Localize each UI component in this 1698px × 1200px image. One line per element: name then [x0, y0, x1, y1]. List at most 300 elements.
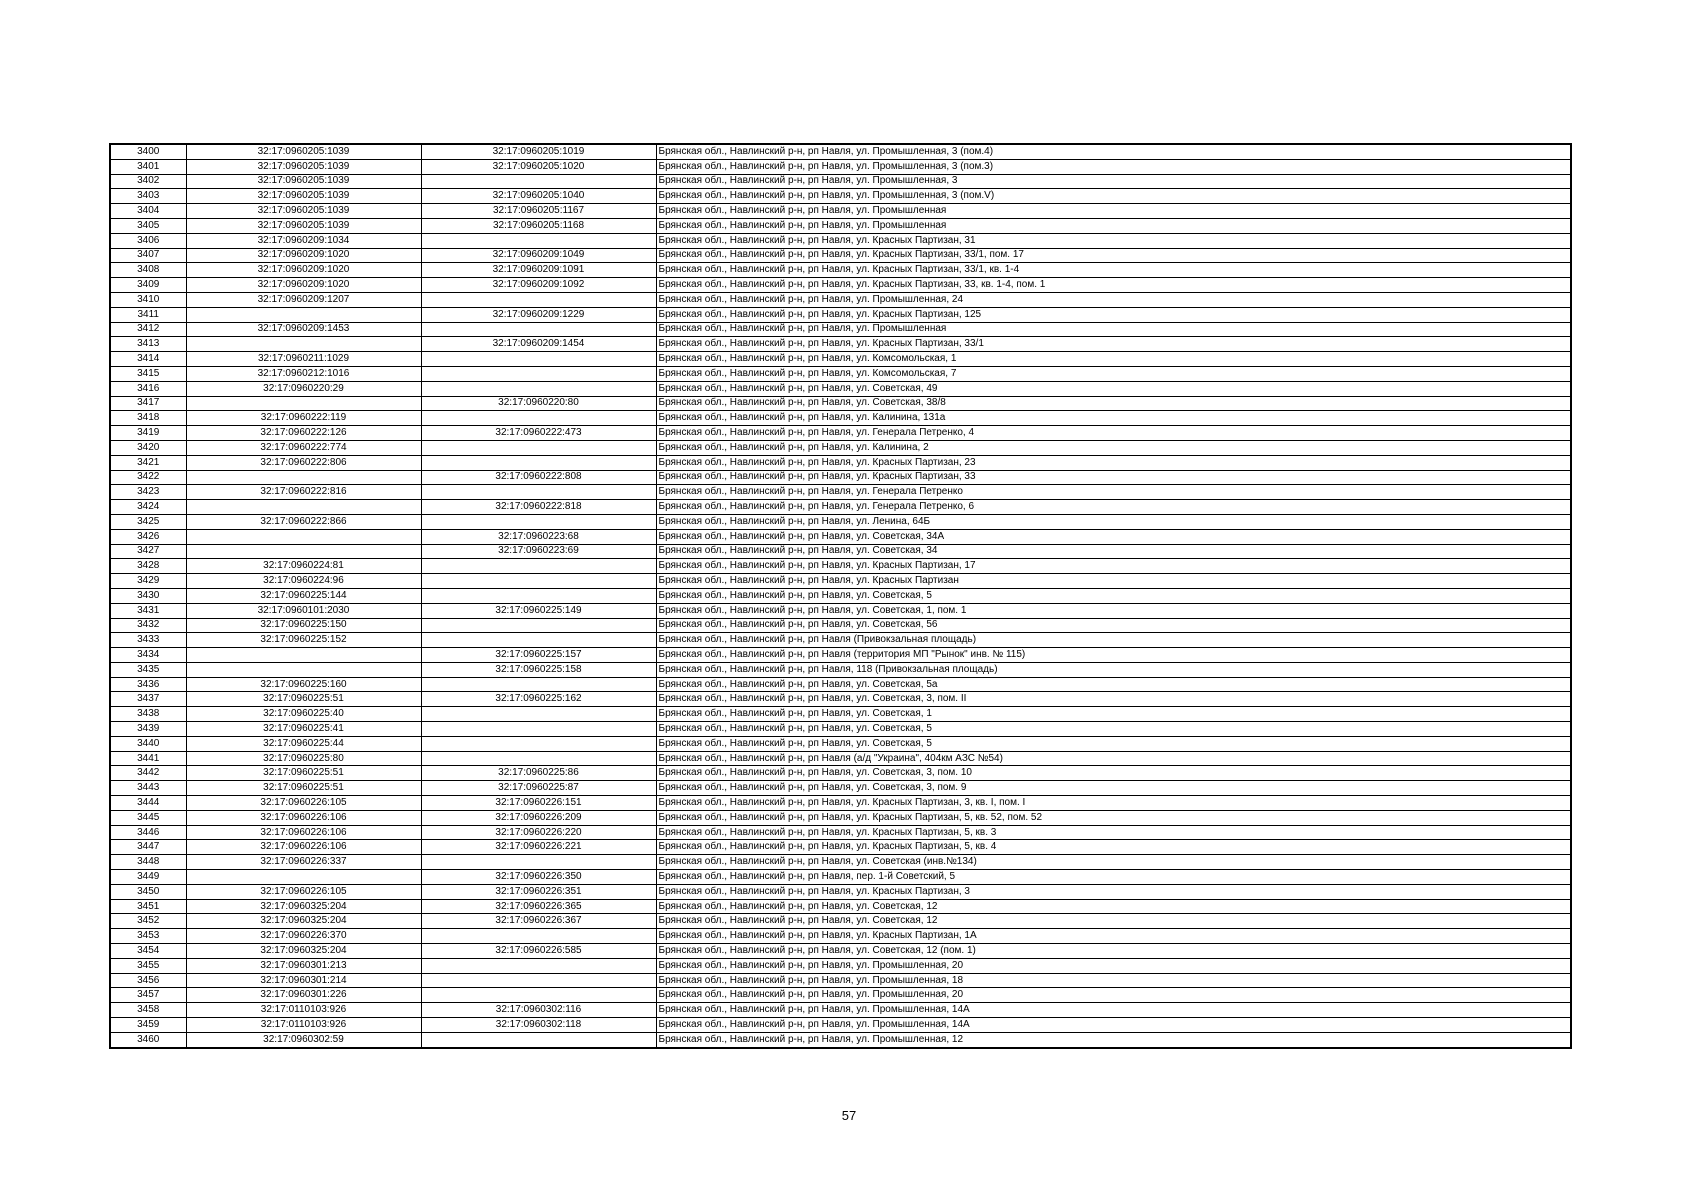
table-row	[110, 233, 1571, 248]
table-row	[110, 944, 1571, 959]
address-cell: Брянская обл., Навлинский р-н, рп Навля, пер. 1-й Советский, 5	[656, 870, 1571, 885]
cadastral-table	[109, 143, 1572, 1049]
address-cell: Брянская обл., Навлинский р-н, рп Навля, ул. Красных Партизан, 5, кв. 3	[656, 825, 1571, 840]
table-row	[110, 855, 1571, 870]
row-number-cell: 3429	[110, 574, 186, 589]
land-cadastral-number-cell: 32:17:0960302:59	[186, 1032, 421, 1047]
table-row	[110, 263, 1571, 278]
address-cell: Брянская обл., Навлинский р-н, рп Навля, ул. Красных Партизан, 17	[656, 559, 1571, 574]
row-number-cell: 3403	[110, 189, 186, 204]
object-cadastral-number-cell: 32:17:0960209:1092	[421, 278, 656, 293]
row-number-cell: 3418	[110, 411, 186, 426]
object-cadastral-number-cell: 32:17:0960205:1020	[421, 159, 656, 174]
table-row	[110, 278, 1571, 293]
address-cell: Брянская обл., Навлинский р-н, рп Навля, ул. Красных Партизан, 3	[656, 884, 1571, 899]
object-cadastral-number-cell	[421, 707, 656, 722]
object-cadastral-number-cell	[421, 233, 656, 248]
row-number-cell: 3408	[110, 263, 186, 278]
land-cadastral-number-cell: 32:17:0960209:1034	[186, 233, 421, 248]
table-row	[110, 766, 1571, 781]
land-cadastral-number-cell: 32:17:0960222:774	[186, 440, 421, 455]
object-cadastral-number-cell: 32:17:0960222:818	[421, 500, 656, 515]
cadastral-table-body	[110, 144, 1571, 1048]
land-cadastral-number-cell: 32:17:0960226:370	[186, 929, 421, 944]
land-cadastral-number-cell: 32:17:0960226:337	[186, 855, 421, 870]
object-cadastral-number-cell	[421, 958, 656, 973]
object-cadastral-number-cell: 32:17:0960302:118	[421, 1018, 656, 1033]
address-cell: Брянская обл., Навлинский р-н, рп Навля, ул. Промышленная, 3 (пом.V)	[656, 189, 1571, 204]
row-number-cell: 3453	[110, 929, 186, 944]
land-cadastral-number-cell: 32:17:0960224:81	[186, 559, 421, 574]
land-cadastral-number-cell: 32:17:0960226:105	[186, 796, 421, 811]
object-cadastral-number-cell	[421, 440, 656, 455]
table-row	[110, 514, 1571, 529]
table-row	[110, 307, 1571, 322]
land-cadastral-number-cell	[186, 662, 421, 677]
address-cell: Брянская обл., Навлинский р-н, рп Навля, ул. Генерала Петренко, 4	[656, 426, 1571, 441]
table-row	[110, 322, 1571, 337]
land-cadastral-number-cell: 32:17:0960225:80	[186, 751, 421, 766]
object-cadastral-number-cell: 32:17:0960225:149	[421, 603, 656, 618]
table-row	[110, 1003, 1571, 1018]
object-cadastral-number-cell	[421, 633, 656, 648]
address-cell: Брянская обл., Навлинский р-н, рп Навля, ул. Красных Партизан, 5, кв. 52, пом. 52	[656, 810, 1571, 825]
object-cadastral-number-cell: 32:17:0960205:1167	[421, 204, 656, 219]
land-cadastral-number-cell: 32:17:0960209:1020	[186, 278, 421, 293]
land-cadastral-number-cell: 32:17:0960205:1039	[186, 189, 421, 204]
land-cadastral-number-cell: 32:17:0960212:1016	[186, 366, 421, 381]
address-cell: Брянская обл., Навлинский р-н, рп Навля, ул. Советская, 3, пом. 10	[656, 766, 1571, 781]
address-cell: Брянская обл., Навлинский р-н, рп Навля, ул. Промышленная, 12	[656, 1032, 1571, 1047]
object-cadastral-number-cell: 32:17:0960226:365	[421, 899, 656, 914]
land-cadastral-number-cell	[186, 337, 421, 352]
land-cadastral-number-cell	[186, 870, 421, 885]
table-row	[110, 648, 1571, 663]
address-cell: Брянская обл., Навлинский р-н, рп Навля, ул. Промышленная, 20	[656, 988, 1571, 1003]
address-cell: Брянская обл., Навлинский р-н, рп Навля, ул. Советская, 34	[656, 544, 1571, 559]
row-number-cell: 3416	[110, 381, 186, 396]
table-row	[110, 722, 1571, 737]
object-cadastral-number-cell	[421, 322, 656, 337]
object-cadastral-number-cell	[421, 618, 656, 633]
row-number-cell: 3454	[110, 944, 186, 959]
object-cadastral-number-cell	[421, 292, 656, 307]
object-cadastral-number-cell	[421, 574, 656, 589]
row-number-cell: 3410	[110, 292, 186, 307]
table-row	[110, 426, 1571, 441]
table-row	[110, 618, 1571, 633]
land-cadastral-number-cell: 32:17:0960205:1039	[186, 144, 421, 159]
land-cadastral-number-cell: 32:17:0960325:204	[186, 944, 421, 959]
land-cadastral-number-cell: 32:17:0960209:1453	[186, 322, 421, 337]
row-number-cell: 3437	[110, 692, 186, 707]
table-row	[110, 1018, 1571, 1033]
table-row	[110, 662, 1571, 677]
object-cadastral-number-cell	[421, 1032, 656, 1047]
row-number-cell: 3431	[110, 603, 186, 618]
table-row	[110, 870, 1571, 885]
table-row	[110, 840, 1571, 855]
row-number-cell: 3404	[110, 204, 186, 219]
table-row	[110, 929, 1571, 944]
address-cell: Брянская обл., Навлинский р-н, рп Навля, ул. Промышленная	[656, 204, 1571, 219]
object-cadastral-number-cell	[421, 855, 656, 870]
land-cadastral-number-cell: 32:17:0960222:866	[186, 514, 421, 529]
row-number-cell: 3456	[110, 973, 186, 988]
table-row	[110, 796, 1571, 811]
land-cadastral-number-cell: 32:17:0960226:106	[186, 810, 421, 825]
row-number-cell: 3436	[110, 677, 186, 692]
object-cadastral-number-cell: 32:17:0960223:68	[421, 529, 656, 544]
address-cell: Брянская обл., Навлинский р-н, рп Навля (территория МП "Рынок" инв. № 115)	[656, 648, 1571, 663]
address-cell: Брянская обл., Навлинский р-н, рп Навля, ул. Промышленная, 3 (пом.3)	[656, 159, 1571, 174]
table-row	[110, 559, 1571, 574]
object-cadastral-number-cell: 32:17:0960222:808	[421, 470, 656, 485]
row-number-cell: 3415	[110, 366, 186, 381]
row-number-cell: 3451	[110, 899, 186, 914]
land-cadastral-number-cell: 32:17:0960225:41	[186, 722, 421, 737]
row-number-cell: 3402	[110, 174, 186, 189]
row-number-cell: 3443	[110, 781, 186, 796]
table-row	[110, 884, 1571, 899]
row-number-cell: 3405	[110, 218, 186, 233]
object-cadastral-number-cell: 32:17:0960205:1168	[421, 218, 656, 233]
object-cadastral-number-cell	[421, 973, 656, 988]
address-cell: Брянская обл., Навлинский р-н, рп Навля, ул. Советская, 1, пом. 1	[656, 603, 1571, 618]
row-number-cell: 3444	[110, 796, 186, 811]
land-cadastral-number-cell: 32:17:0960222:126	[186, 426, 421, 441]
object-cadastral-number-cell	[421, 559, 656, 574]
object-cadastral-number-cell	[421, 988, 656, 1003]
address-cell: Брянская обл., Навлинский р-н, рп Навля, ул. Красных Партизан, 33	[656, 470, 1571, 485]
address-cell: Брянская обл., Навлинский р-н, рп Навля, ул. Красных Партизан, 33/1	[656, 337, 1571, 352]
land-cadastral-number-cell: 32:17:0960222:119	[186, 411, 421, 426]
address-cell: Брянская обл., Навлинский р-н, рп Навля, ул. Красных Партизан, 1А	[656, 929, 1571, 944]
object-cadastral-number-cell: 32:17:0960226:351	[421, 884, 656, 899]
object-cadastral-number-cell: 32:17:0960223:69	[421, 544, 656, 559]
land-cadastral-number-cell: 32:17:0960225:51	[186, 781, 421, 796]
object-cadastral-number-cell	[421, 722, 656, 737]
table-row	[110, 677, 1571, 692]
table-row	[110, 574, 1571, 589]
row-number-cell: 3446	[110, 825, 186, 840]
table-row	[110, 914, 1571, 929]
row-number-cell: 3422	[110, 470, 186, 485]
table-row	[110, 144, 1571, 159]
land-cadastral-number-cell: 32:17:0960225:150	[186, 618, 421, 633]
table-row	[110, 529, 1571, 544]
row-number-cell: 3417	[110, 396, 186, 411]
row-number-cell: 3400	[110, 144, 186, 159]
row-number-cell: 3440	[110, 736, 186, 751]
object-cadastral-number-cell: 32:17:0960302:116	[421, 1003, 656, 1018]
row-number-cell: 3406	[110, 233, 186, 248]
table-row	[110, 204, 1571, 219]
land-cadastral-number-cell: 32:17:0960225:40	[186, 707, 421, 722]
object-cadastral-number-cell: 32:17:0960209:1229	[421, 307, 656, 322]
land-cadastral-number-cell: 32:17:0960220:29	[186, 381, 421, 396]
address-cell: Брянская обл., Навлинский р-н, рп Навля, ул. Советская, 38/8	[656, 396, 1571, 411]
address-cell: Брянская обл., Навлинский р-н, рп Навля, ул. Промышленная, 14А	[656, 1018, 1571, 1033]
address-cell: Брянская обл., Навлинский р-н, рп Навля, ул. Советская, 12 (пом. 1)	[656, 944, 1571, 959]
land-cadastral-number-cell: 32:17:0960301:226	[186, 988, 421, 1003]
address-cell: Брянская обл., Навлинский р-н, рп Навля, ул. Комсомольская, 7	[656, 366, 1571, 381]
row-number-cell: 3460	[110, 1032, 186, 1047]
object-cadastral-number-cell	[421, 411, 656, 426]
row-number-cell: 3424	[110, 500, 186, 515]
address-cell: Брянская обл., Навлинский р-н, рп Навля, ул. Советская, 1	[656, 707, 1571, 722]
land-cadastral-number-cell: 32:17:0960209:1020	[186, 248, 421, 263]
row-number-cell: 3432	[110, 618, 186, 633]
table-row	[110, 218, 1571, 233]
table-row	[110, 988, 1571, 1003]
land-cadastral-number-cell: 32:17:0960225:44	[186, 736, 421, 751]
object-cadastral-number-cell	[421, 736, 656, 751]
object-cadastral-number-cell	[421, 174, 656, 189]
row-number-cell: 3409	[110, 278, 186, 293]
address-cell: Брянская обл., Навлинский р-н, рп Навля, ул. Красных Партизан, 33/1, кв. 1-4	[656, 263, 1571, 278]
address-cell: Брянская обл., Навлинский р-н, рп Навля, ул. Советская, 49	[656, 381, 1571, 396]
land-cadastral-number-cell: 32:17:0960225:152	[186, 633, 421, 648]
object-cadastral-number-cell	[421, 677, 656, 692]
land-cadastral-number-cell: 32:17:0960225:160	[186, 677, 421, 692]
row-number-cell: 3442	[110, 766, 186, 781]
object-cadastral-number-cell: 32:17:0960222:473	[421, 426, 656, 441]
row-number-cell: 3413	[110, 337, 186, 352]
address-cell: Брянская обл., Навлинский р-н, рп Навля, ул. Советская, 5а	[656, 677, 1571, 692]
address-cell: Брянская обл., Навлинский р-н, рп Навля, ул. Калинина, 2	[656, 440, 1571, 455]
row-number-cell: 3445	[110, 810, 186, 825]
row-number-cell: 3427	[110, 544, 186, 559]
object-cadastral-number-cell: 32:17:0960226:367	[421, 914, 656, 929]
address-cell: Брянская обл., Навлинский р-н, рп Навля, 118 (Привокзальная площадь)	[656, 662, 1571, 677]
address-cell: Брянская обл., Навлинский р-н, рп Навля, ул. Промышленная, 3 (пом.4)	[656, 144, 1571, 159]
object-cadastral-number-cell: 32:17:0960209:1454	[421, 337, 656, 352]
object-cadastral-number-cell	[421, 514, 656, 529]
address-cell: Брянская обл., Навлинский р-н, рп Навля, ул. Советская, 5	[656, 588, 1571, 603]
table-row	[110, 381, 1571, 396]
row-number-cell: 3452	[110, 914, 186, 929]
object-cadastral-number-cell: 32:17:0960225:162	[421, 692, 656, 707]
table-row	[110, 470, 1571, 485]
land-cadastral-number-cell: 32:17:0960101:2030	[186, 603, 421, 618]
land-cadastral-number-cell: 32:17:0960211:1029	[186, 352, 421, 367]
object-cadastral-number-cell	[421, 366, 656, 381]
land-cadastral-number-cell: 32:17:0960209:1020	[186, 263, 421, 278]
address-cell: Брянская обл., Навлинский р-н, рп Навля, ул. Красных Партизан, 3, кв. I, пом. I	[656, 796, 1571, 811]
object-cadastral-number-cell	[421, 455, 656, 470]
address-cell: Брянская обл., Навлинский р-н, рп Навля, ул. Советская (инв.№134)	[656, 855, 1571, 870]
table-row	[110, 440, 1571, 455]
land-cadastral-number-cell: 32:17:0960225:51	[186, 692, 421, 707]
row-number-cell: 3441	[110, 751, 186, 766]
land-cadastral-number-cell	[186, 307, 421, 322]
row-number-cell: 3450	[110, 884, 186, 899]
table-row	[110, 825, 1571, 840]
table-row	[110, 292, 1571, 307]
object-cadastral-number-cell: 32:17:0960220:80	[421, 396, 656, 411]
row-number-cell: 3412	[110, 322, 186, 337]
row-number-cell: 3419	[110, 426, 186, 441]
address-cell: Брянская обл., Навлинский р-н, рп Навля, ул. Красных Партизан	[656, 574, 1571, 589]
address-cell: Брянская обл., Навлинский р-н, рп Навля, ул. Красных Партизан, 5, кв. 4	[656, 840, 1571, 855]
address-cell: Брянская обл., Навлинский р-н, рп Навля, ул. Красных Партизан, 125	[656, 307, 1571, 322]
table-row	[110, 248, 1571, 263]
land-cadastral-number-cell: 32:17:0960205:1039	[186, 204, 421, 219]
object-cadastral-number-cell	[421, 485, 656, 500]
object-cadastral-number-cell: 32:17:0960205:1019	[421, 144, 656, 159]
row-number-cell: 3447	[110, 840, 186, 855]
land-cadastral-number-cell	[186, 500, 421, 515]
row-number-cell: 3439	[110, 722, 186, 737]
table-row	[110, 396, 1571, 411]
object-cadastral-number-cell: 32:17:0960225:86	[421, 766, 656, 781]
land-cadastral-number-cell	[186, 470, 421, 485]
row-number-cell: 3448	[110, 855, 186, 870]
object-cadastral-number-cell	[421, 588, 656, 603]
land-cadastral-number-cell: 32:17:0960301:214	[186, 973, 421, 988]
object-cadastral-number-cell: 32:17:0960205:1040	[421, 189, 656, 204]
table-row	[110, 692, 1571, 707]
land-cadastral-number-cell	[186, 648, 421, 663]
table-row	[110, 485, 1571, 500]
row-number-cell: 3423	[110, 485, 186, 500]
object-cadastral-number-cell	[421, 381, 656, 396]
table-row	[110, 500, 1571, 515]
table-row	[110, 337, 1571, 352]
address-cell: Брянская обл., Навлинский р-н, рп Навля, ул. Промышленная, 18	[656, 973, 1571, 988]
object-cadastral-number-cell: 32:17:0960209:1049	[421, 248, 656, 263]
object-cadastral-number-cell: 32:17:0960226:151	[421, 796, 656, 811]
table-row	[110, 544, 1571, 559]
row-number-cell: 3428	[110, 559, 186, 574]
address-cell: Брянская обл., Навлинский р-н, рп Навля (а/д "Украина", 404км АЗС №54)	[656, 751, 1571, 766]
land-cadastral-number-cell	[186, 396, 421, 411]
row-number-cell: 3449	[110, 870, 186, 885]
table-row	[110, 973, 1571, 988]
object-cadastral-number-cell	[421, 929, 656, 944]
address-cell: Брянская обл., Навлинский р-н, рп Навля, ул. Промышленная, 14А	[656, 1003, 1571, 1018]
table-row	[110, 810, 1571, 825]
land-cadastral-number-cell: 32:17:0960226:106	[186, 825, 421, 840]
address-cell: Брянская обл., Навлинский р-н, рп Навля, ул. Калинина, 131а	[656, 411, 1571, 426]
table-row	[110, 588, 1571, 603]
table-row	[110, 366, 1571, 381]
table-row	[110, 411, 1571, 426]
land-cadastral-number-cell: 32:17:0110103:926	[186, 1018, 421, 1033]
address-cell: Брянская обл., Навлинский р-н, рп Навля, ул. Советская, 34А	[656, 529, 1571, 544]
land-cadastral-number-cell: 32:17:0960222:806	[186, 455, 421, 470]
land-cadastral-number-cell: 32:17:0960226:105	[186, 884, 421, 899]
land-cadastral-number-cell: 32:17:0960205:1039	[186, 159, 421, 174]
page-number: 57	[841, 1108, 857, 1123]
table-row	[110, 189, 1571, 204]
address-cell: Брянская обл., Навлинский р-н, рп Навля, ул. Красных Партизан, 31	[656, 233, 1571, 248]
table-row	[110, 633, 1571, 648]
table-row	[110, 736, 1571, 751]
address-cell: Брянская обл., Навлинский р-н, рп Навля, ул. Генерала Петренко, 6	[656, 500, 1571, 515]
address-cell: Брянская обл., Навлинский р-н, рп Навля, ул. Красных Партизан, 23	[656, 455, 1571, 470]
address-cell: Брянская обл., Навлинский р-н, рп Навля (Привокзальная площадь)	[656, 633, 1571, 648]
land-cadastral-number-cell: 32:17:0110103:926	[186, 1003, 421, 1018]
row-number-cell: 3421	[110, 455, 186, 470]
land-cadastral-number-cell: 32:17:0960301:213	[186, 958, 421, 973]
object-cadastral-number-cell: 32:17:0960225:157	[421, 648, 656, 663]
object-cadastral-number-cell	[421, 751, 656, 766]
land-cadastral-number-cell: 32:17:0960224:96	[186, 574, 421, 589]
address-cell: Брянская обл., Навлинский р-н, рп Навля, ул. Советская, 3, пом. II	[656, 692, 1571, 707]
address-cell: Брянская обл., Навлинский р-н, рп Навля, ул. Красных Партизан, 33/1, пом. 17	[656, 248, 1571, 263]
row-number-cell: 3458	[110, 1003, 186, 1018]
address-cell: Брянская обл., Навлинский р-н, рп Навля, ул. Комсомольская, 1	[656, 352, 1571, 367]
object-cadastral-number-cell: 32:17:0960226:585	[421, 944, 656, 959]
address-cell: Брянская обл., Навлинский р-н, рп Навля, ул. Генерала Петренко	[656, 485, 1571, 500]
row-number-cell: 3438	[110, 707, 186, 722]
land-cadastral-number-cell: 32:17:0960225:51	[186, 766, 421, 781]
row-number-cell: 3414	[110, 352, 186, 367]
land-cadastral-number-cell: 32:17:0960325:204	[186, 914, 421, 929]
object-cadastral-number-cell: 32:17:0960226:350	[421, 870, 656, 885]
address-cell: Брянская обл., Навлинский р-н, рп Навля, ул. Советская, 12	[656, 914, 1571, 929]
object-cadastral-number-cell: 32:17:0960209:1091	[421, 263, 656, 278]
table-row	[110, 174, 1571, 189]
address-cell: Брянская обл., Навлинский р-н, рп Навля, ул. Советская, 3, пом. 9	[656, 781, 1571, 796]
row-number-cell: 3420	[110, 440, 186, 455]
object-cadastral-number-cell: 32:17:0960226:209	[421, 810, 656, 825]
row-number-cell: 3411	[110, 307, 186, 322]
table-row	[110, 751, 1571, 766]
land-cadastral-number-cell: 32:17:0960225:144	[186, 588, 421, 603]
row-number-cell: 3434	[110, 648, 186, 663]
table-row	[110, 352, 1571, 367]
row-number-cell: 3457	[110, 988, 186, 1003]
row-number-cell: 3426	[110, 529, 186, 544]
address-cell: Брянская обл., Навлинский р-н, рп Навля, ул. Промышленная	[656, 322, 1571, 337]
row-number-cell: 3455	[110, 958, 186, 973]
address-cell: Брянская обл., Навлинский р-н, рп Навля, ул. Советская, 5	[656, 736, 1571, 751]
table-row	[110, 781, 1571, 796]
row-number-cell: 3435	[110, 662, 186, 677]
address-cell: Брянская обл., Навлинский р-н, рп Навля, ул. Промышленная	[656, 218, 1571, 233]
address-cell: Брянская обл., Навлинский р-н, рп Навля, ул. Промышленная, 20	[656, 958, 1571, 973]
table-row	[110, 1032, 1571, 1047]
land-cadastral-number-cell: 32:17:0960205:1039	[186, 218, 421, 233]
address-cell: Брянская обл., Навлинский р-н, рп Навля, ул. Промышленная, 24	[656, 292, 1571, 307]
row-number-cell: 3459	[110, 1018, 186, 1033]
land-cadastral-number-cell: 32:17:0960226:106	[186, 840, 421, 855]
address-cell: Брянская обл., Навлинский р-н, рп Навля, ул. Советская, 56	[656, 618, 1571, 633]
address-cell: Брянская обл., Навлинский р-н, рп Навля, ул. Красных Партизан, 33, кв. 1-4, пом. 1	[656, 278, 1571, 293]
row-number-cell: 3425	[110, 514, 186, 529]
row-number-cell: 3430	[110, 588, 186, 603]
address-cell: Брянская обл., Навлинский р-н, рп Навля, ул. Промышленная, 3	[656, 174, 1571, 189]
table-row	[110, 455, 1571, 470]
object-cadastral-number-cell: 32:17:0960225:158	[421, 662, 656, 677]
row-number-cell: 3433	[110, 633, 186, 648]
land-cadastral-number-cell: 32:17:0960222:816	[186, 485, 421, 500]
table-row	[110, 159, 1571, 174]
land-cadastral-number-cell: 32:17:0960325:204	[186, 899, 421, 914]
table-row	[110, 958, 1571, 973]
object-cadastral-number-cell: 32:17:0960225:87	[421, 781, 656, 796]
row-number-cell: 3407	[110, 248, 186, 263]
table-row	[110, 603, 1571, 618]
object-cadastral-number-cell: 32:17:0960226:220	[421, 825, 656, 840]
land-cadastral-number-cell	[186, 544, 421, 559]
land-cadastral-number-cell: 32:17:0960209:1207	[186, 292, 421, 307]
row-number-cell: 3401	[110, 159, 186, 174]
object-cadastral-number-cell	[421, 352, 656, 367]
